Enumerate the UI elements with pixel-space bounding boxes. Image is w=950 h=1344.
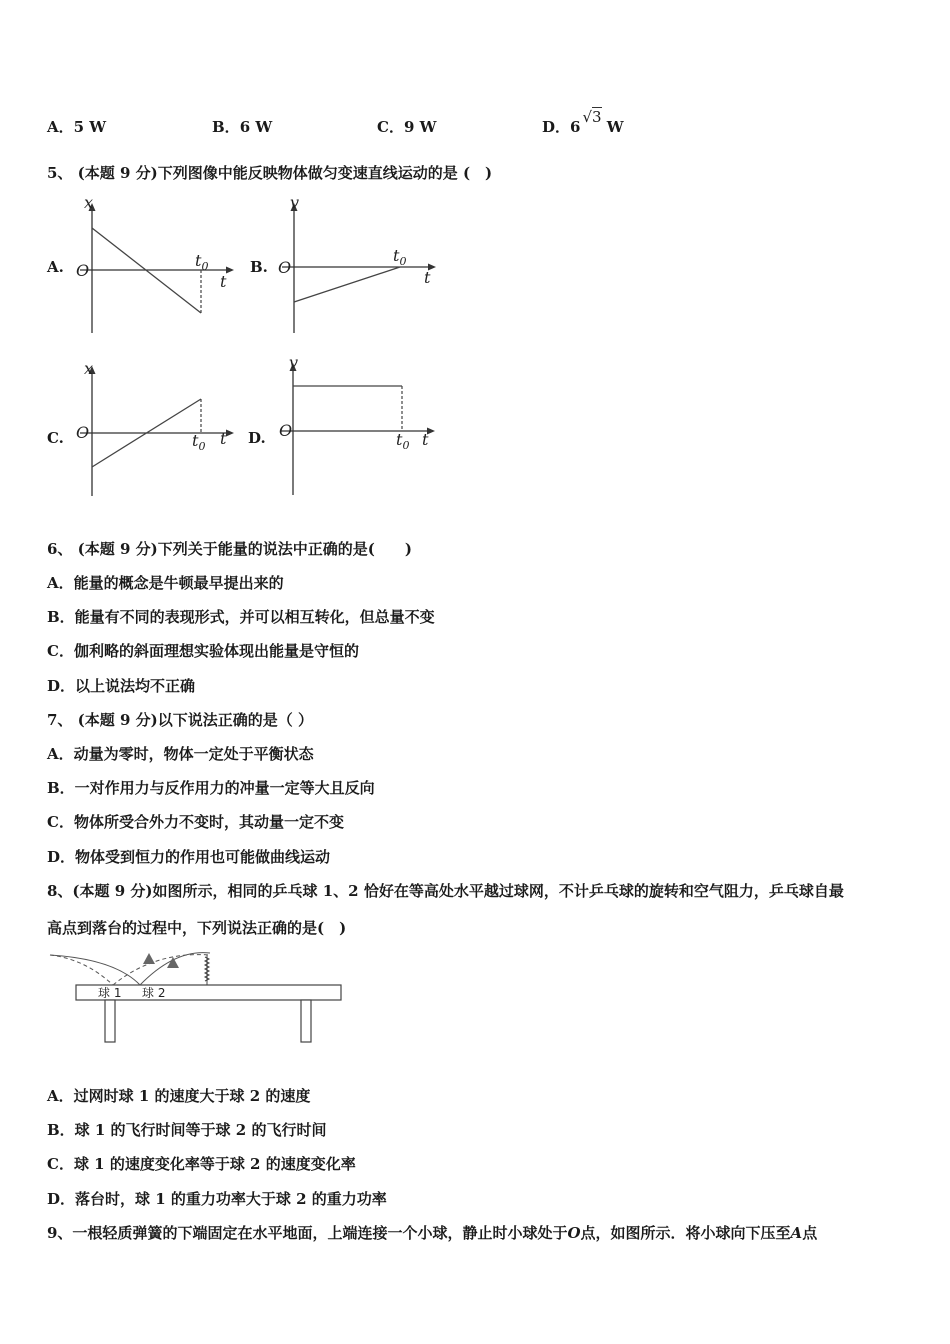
q6-option-b: B．能量有不同的表现形式，并可以相互转化，但总量不变: [47, 608, 435, 626]
table-leg-right: [301, 1000, 311, 1042]
graph-a-x-arrow-icon: [226, 267, 234, 274]
ball1-label: 球 1: [98, 986, 122, 1000]
graph-d-y-label: v: [289, 353, 299, 372]
q4-option-a-text: 5 W: [73, 118, 107, 136]
q6-option-a: A．能量的概念是牛顿最早提出来的: [47, 574, 284, 592]
ball2-path-right: [113, 955, 210, 985]
graph-d-x-label: t: [422, 430, 429, 449]
graph-c-t0-sub: 0: [198, 440, 206, 453]
graph-d-t0-t: t: [396, 430, 403, 449]
graph-b-origin: O: [278, 258, 292, 277]
graph-d: [271, 355, 451, 500]
q6-stem: 6、 (本题 9 分)下列关于能量的说法中正确的是( ): [47, 540, 412, 558]
ball2-label: 球 2: [142, 986, 166, 1000]
graph-b-letter: B.: [250, 258, 268, 276]
q4-option-b-letter: B．: [212, 118, 240, 136]
sqrt-radicand: 3: [592, 108, 602, 126]
q8-option-a: A．过网时球 1 的速度大于球 2 的速度: [47, 1087, 311, 1105]
q9-point-o: O: [567, 1224, 581, 1242]
graph-b-y-label: v: [290, 193, 300, 212]
q6-option-d: D．以上说法均不正确: [47, 677, 196, 695]
q9-stem-pre: 9、一根轻质弹簧的下端固定在水平地面，上端连接一个小球，静止时小球处于: [47, 1224, 568, 1242]
ball1-direction-icon: [143, 953, 155, 964]
graph-a-t0-sub: 0: [201, 260, 209, 273]
table-leg-left: [105, 1000, 115, 1042]
graph-c: [70, 358, 250, 503]
graph-c-t0: [192, 431, 205, 453]
q4-option-b: [212, 116, 272, 137]
graph-a-t0-t: t: [195, 251, 202, 270]
graph-b-t0-t: t: [393, 246, 400, 265]
graph-d-t0-sub: 0: [402, 439, 410, 452]
q6-option-c: C．伽利略的斜面理想实验体现出能量是守恒的: [47, 642, 359, 660]
graph-d-origin: O: [279, 421, 293, 440]
graph-a-origin: O: [76, 261, 90, 280]
graph-d-letter: D.: [248, 429, 266, 447]
q8-option-d: D．落台时，球 1 的重力功率大于球 2 的重力功率: [47, 1190, 387, 1208]
graph-c-y-label: x: [84, 359, 94, 378]
q7-option-a: A．动量为零时，物体一定处于平衡状态: [47, 745, 314, 763]
graph-b: [272, 195, 452, 340]
q7-option-c: C．物体所受合外力不变时，其动量一定不变: [47, 813, 344, 831]
q4-option-c-text: 9 W: [403, 118, 437, 136]
q8-option-c: C．球 1 的速度变化率等于球 2 的速度变化率: [47, 1155, 356, 1173]
q4-option-c-letter: C．: [377, 118, 404, 136]
graph-c-letter: C.: [47, 429, 64, 447]
graph-d-t0: [396, 430, 409, 452]
graph-c-t0-t: t: [192, 431, 199, 450]
q4-option-a-letter: A．: [47, 118, 74, 136]
graph-a-y-label: x: [84, 193, 94, 212]
sqrt-symbol: √3: [582, 108, 602, 126]
graph-c-origin: O: [76, 423, 90, 442]
q4-option-b-text: 6 W: [239, 118, 273, 136]
q4-option-d: [542, 108, 624, 137]
q8-stem-line2: 高点到落台的过程中，下列说法正确的是( ): [47, 919, 347, 937]
q9-point-a: A: [790, 1224, 803, 1242]
graph-b-t0: [393, 246, 406, 268]
q8-table-figure: [45, 945, 350, 1050]
ball2-path-left: [50, 955, 113, 985]
q4-option-c: [377, 116, 436, 137]
ball1-path-left: [50, 955, 140, 985]
q7-option-d: D．物体受到恒力的作用也可能做曲线运动: [47, 848, 331, 866]
q7-stem: 7、 (本题 9 分)以下说法正确的是（ ）: [47, 711, 313, 729]
q9-stem: [47, 1222, 817, 1243]
q4-option-d-unit: W: [606, 118, 624, 136]
graph-b-t0-sub: 0: [399, 255, 407, 268]
q4-option-d-letter: D．: [542, 118, 571, 136]
graph-c-x-label: t: [220, 429, 227, 448]
graph-a-letter: A.: [47, 258, 64, 276]
q8-option-b: B．球 1 的飞行时间等于球 2 的飞行时间: [47, 1121, 327, 1139]
graph-b-line: [294, 267, 400, 302]
q5-stem: 5、 (本题 9 分)下列图像中能反映物体做匀变速直线运动的是 ( ): [47, 164, 493, 182]
graph-b-x-label: t: [424, 268, 431, 287]
graph-a-t0: [195, 251, 208, 273]
graph-a: [70, 195, 250, 340]
graph-c-x-arrow-icon: [226, 430, 234, 437]
q7-option-b: B．一对作用力与反作用力的冲量一定等大且反向: [47, 779, 375, 797]
q8-stem-line1: 8、(本题 9 分)如图所示，相同的乒乓球 1、2 恰好在等高处水平越过球网，不计乒乓球的旋转和空气阻力，乒乓球自最: [47, 882, 844, 900]
q9-stem-mid: 点，如图所示．将小球向下压至: [580, 1224, 791, 1242]
q4-option-d-coef: 6: [570, 118, 581, 136]
q9-stem-post: 点: [802, 1224, 818, 1242]
graph-a-x-label: t: [220, 272, 227, 291]
q4-option-a: [47, 116, 106, 137]
